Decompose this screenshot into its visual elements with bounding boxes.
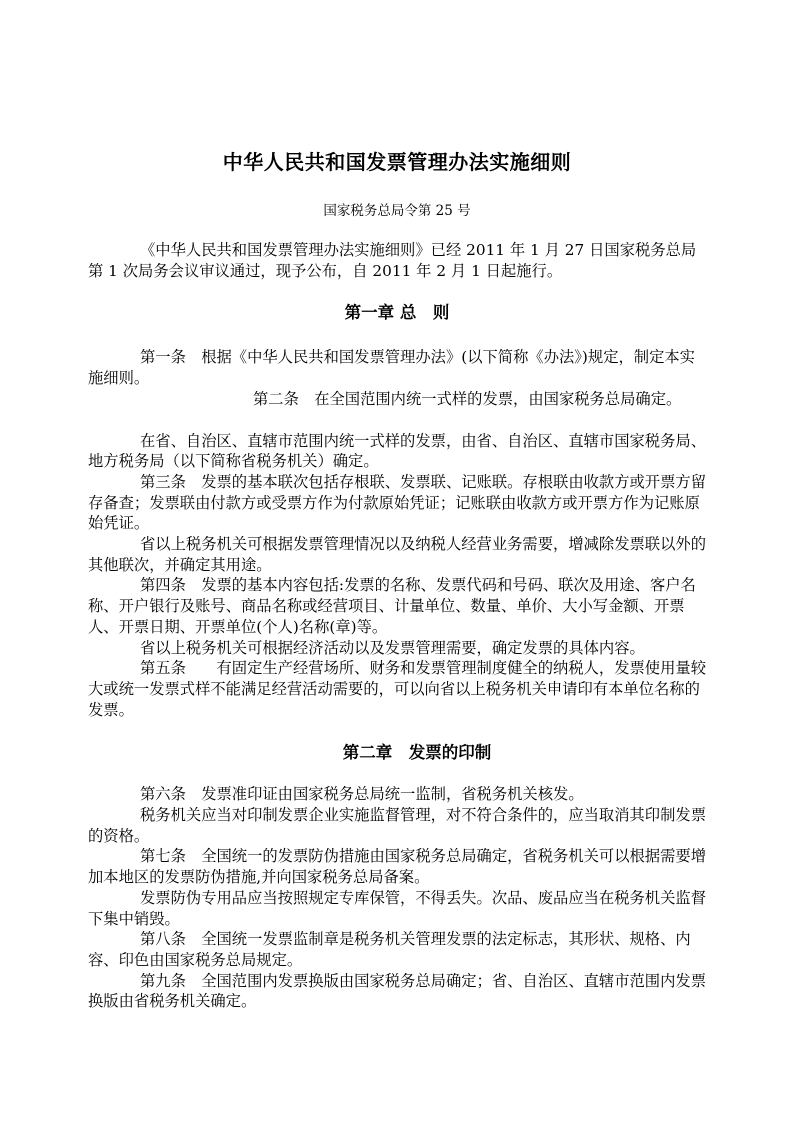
document-title: 中华人民共和国发票管理办法实施细则 — [222, 150, 572, 174]
article-2-paragraph: 第二条 在全国范围内统一式样的发票，由国家税务总局确定。 — [253, 389, 682, 408]
chapter-2-heading: 第二章 发票的印制 — [342, 743, 492, 763]
article-4-paragraph-2: 省以上税务机关可根据经济活动以及发票管理需要，确定发票的具体内容。 — [140, 638, 645, 657]
article-3-paragraph: 第三条 发票的基本联次包括存根联、发票联、记账联。存根联由收款方或开票方留存备查；发票联由付款方或受票方作为付款原始凭证；记账联由收款方或开票方作为记账原始凭证。 — [88, 472, 706, 533]
preamble-paragraph: 《中华人民共和国发票管理办法实施细则》已经 2011 年 1 月 27 日国家税务总局第 1 次局务会议审议通过，现予公布，自 2011 年 2 月 1 日起施行。 — [88, 241, 697, 280]
article-8-paragraph: 第八条 全国统一发票监制章是税务机关管理发票的法定标志，其形状、规格、内容、印色由国家税务总局规定。 — [88, 930, 691, 969]
article-7-paragraph-2: 发票防伪专用品应当按照规定专库保管，不得丢失。次品、废品应当在税务机关监督下集中销毁。 — [88, 888, 706, 928]
article-5-paragraph: 第五条 有固定生产经营场所、财务和发票管理制度健全的纳税人，发票使用量较大或统一发票式样不能满足经营活动需要的，可以向省以上税务机关申请印有本单位名称的发票。 — [88, 659, 706, 719]
article-1-paragraph: 第一条 根据《中华人民共和国发票管理办法》(以下简称《办法》)规定，制定本实施细则。 — [88, 348, 695, 388]
article-9-paragraph: 第九条 全国范围内发票换版由国家税务总局确定；省、自治区、直辖市范围内发票换版由省税务机关确定。 — [88, 971, 706, 1011]
article-2-paragraph-2: 在省、自治区、直辖市范围内统一式样的发票，由省、自治区、直辖市国家税务局、地方税务局（以下简称省税务机关）确定。 — [88, 431, 706, 471]
article-6-paragraph: 第六条 发票准印证由国家税务总局统一监制，省税务机关核发。 — [140, 785, 584, 804]
article-4-paragraph: 第四条 发票的基本内容包括:发票的名称、发票代码和号码、联次及用途、客户名称、开户银行及账号、商品名称或经营项目、计量单位、数量、单价、大小写金额、开票人、开票日期、开票单位(个人)名称(章)等。 — [88, 576, 696, 636]
article-7-paragraph: 第七条 全国统一的发票防伪措施由国家税务总局确定，省税务机关可以根据需要增加本地区的发票防伪措施,并向国家税务总局备案。 — [88, 847, 706, 887]
article-6-paragraph-2: 税务机关应当对印制发票企业实施监督管理，对不符合条件的，应当取消其印制发票的资格。 — [88, 806, 706, 845]
order-number: 国家税务总局令第 25 号 — [323, 203, 471, 219]
article-3-paragraph-2: 省以上税务机关可根据发票管理情况以及纳税人经营业务需要，增减除发票联以外的其他联次，并确定其用途。 — [88, 535, 706, 574]
chapter-1-heading: 第一章 总 则 — [344, 303, 450, 323]
